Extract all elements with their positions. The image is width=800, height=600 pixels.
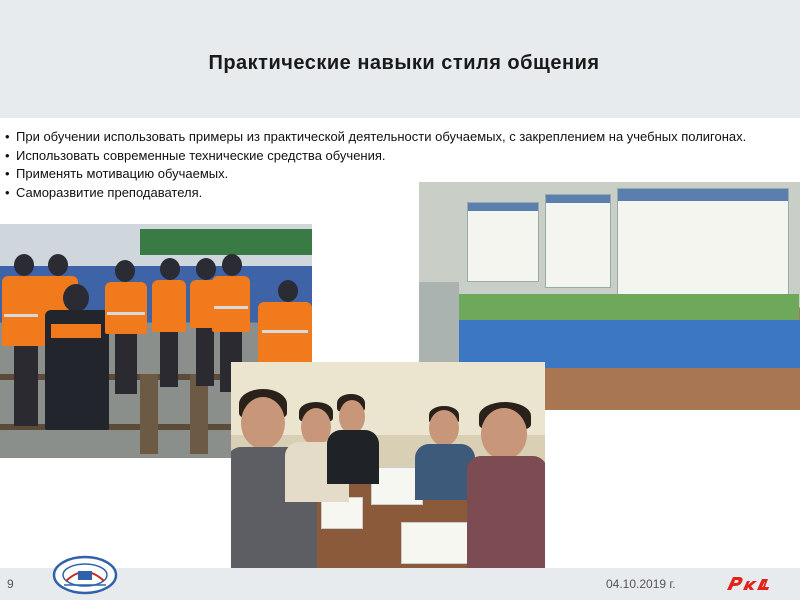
bullet-item: • При обучении использовать примеры из практической деятельности обучаемых, с закреплением на учебных полигонах.	[4, 128, 794, 147]
bullet-item: • Саморазвитие преподавателя.	[4, 184, 794, 203]
footer-band	[0, 568, 800, 600]
railway-training-emblem-icon	[52, 555, 118, 595]
bullet-item: • Использовать современные технические средства обучения.	[4, 147, 794, 166]
photo-group-study	[231, 362, 545, 570]
slide-date: 04.10.2019 г.	[606, 577, 676, 591]
rzd-logo-icon	[725, 573, 773, 593]
bullet-item: • Применять мотивацию обучаемых.	[4, 165, 794, 184]
page-number: 9	[7, 577, 14, 591]
slide-title: Практические навыки стиля общения	[208, 52, 600, 74]
